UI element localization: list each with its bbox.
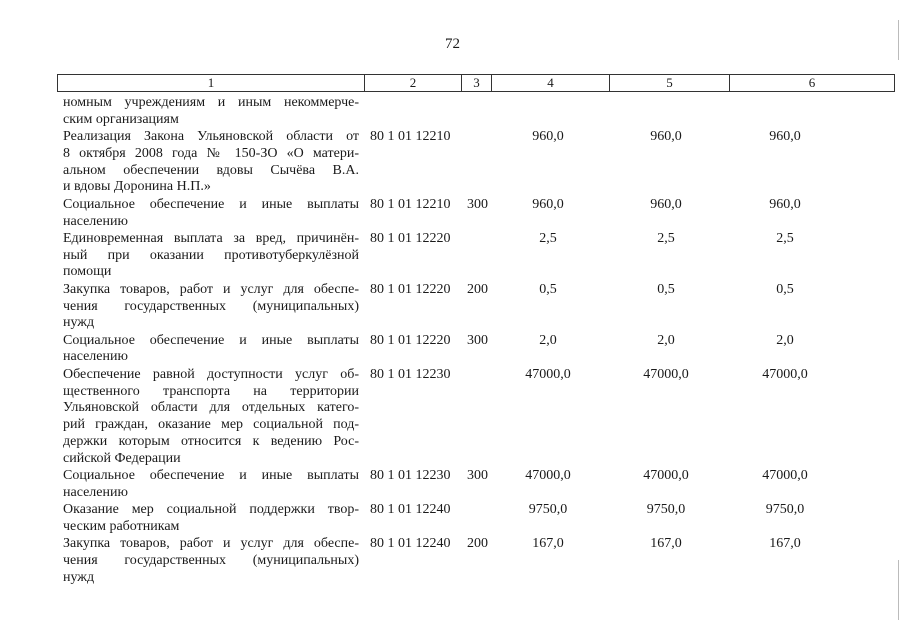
table-row (63, 536, 898, 586)
row-value-col4: 960,0 (532, 196, 564, 212)
table-row (63, 468, 898, 502)
row-value-col5: 2,0 (657, 332, 675, 348)
row-name-line: Обеспечение равной доступности услуг об- (63, 366, 359, 382)
row-name-line: 8 октября 2008 года № 150-ЗО «О матери- (63, 145, 359, 161)
row-code: 80 1 01 12210 (370, 196, 451, 212)
row-name-line: чения государственных (муниципальных) (63, 553, 359, 569)
row-code: 80 1 01 12240 (370, 502, 451, 518)
row-value-col4: 2,5 (539, 230, 557, 246)
row-name-line: Единовременная выплата за вред, причинён- (63, 230, 359, 246)
row-name-line: сийской Федерации (63, 450, 181, 466)
table-row (63, 282, 898, 332)
scan-edge-mark (898, 20, 899, 60)
row-name (63, 367, 359, 468)
row-name-line: населению (63, 213, 128, 229)
page-number: 72 (445, 36, 460, 52)
row-value-col5: 167,0 (650, 536, 682, 552)
row-value-col4: 167,0 (532, 536, 564, 552)
row-value-col6: 9750,0 (765, 502, 805, 518)
header-col-6: 6 (808, 75, 816, 90)
row-name-line: Социальное обеспечение и иные выплаты (63, 468, 359, 484)
row-name-line: держки которым относится к ведению Рос- (63, 433, 359, 449)
row-name (63, 282, 359, 332)
scan-edge-mark (898, 560, 899, 620)
row-vr: 300 (467, 468, 488, 484)
row-value-col6: 2,5 (776, 230, 794, 246)
row-value-col6: 960,0 (769, 196, 801, 212)
row-value-col4: 47000,0 (525, 468, 571, 484)
row-name-line: альном обеспечении вдовы Сычёва В.А. (63, 162, 359, 178)
row-name-line: ный при оказании противотуберкулёзной (63, 247, 359, 263)
row-code: 80 1 01 12240 (370, 536, 451, 552)
row-name-line: помощи (63, 264, 112, 280)
row-value-col5: 960,0 (650, 129, 682, 145)
row-value-col6: 167,0 (769, 536, 801, 552)
row-vr: 200 (467, 536, 488, 552)
row-name-line: номным учреждениям и иным некоммерче- (63, 95, 359, 110)
row-value-col5: 0,5 (657, 281, 675, 297)
row-name-line: нужд (63, 569, 95, 585)
row-value-col6: 47000,0 (762, 468, 808, 484)
row-name-line: щественного транспорта на территории (63, 383, 359, 399)
row-name-line: Реализация Закона Ульяновской области от (63, 129, 359, 145)
row-name-line: ским организациям (63, 111, 179, 127)
row-name (63, 333, 359, 367)
row-value-col4: 0,5 (539, 281, 557, 297)
row-vr: 300 (467, 332, 488, 348)
row-name (63, 95, 359, 129)
header-col-1: 1 (58, 75, 365, 91)
header-col-4: 4 (492, 75, 610, 91)
row-code: 80 1 01 12220 (370, 230, 451, 246)
row-name-line: и вдовы Доронина Н.П.» (63, 179, 211, 195)
row-name-line: Закупка товаров, работ и услуг для обеспе- (63, 281, 359, 297)
row-name-line: рий граждан, оказание мер социальной под- (63, 417, 359, 433)
header-col-5: 5 (610, 75, 730, 91)
row-name-line: Социальное обеспечение и иные выплаты (63, 196, 359, 212)
header-col-2: 2 (365, 75, 462, 91)
row-value-col5: 9750,0 (646, 502, 686, 518)
row-value-col4: 9750,0 (528, 502, 568, 518)
row-name-line: ческим работникам (63, 518, 180, 534)
row-name-line: Ульяновской области для отдельных катего- (63, 400, 359, 416)
row-value-col6: 47000,0 (762, 366, 808, 382)
row-value-col6: 2,0 (776, 332, 794, 348)
table-row (63, 333, 898, 367)
row-code: 80 1 01 12220 (370, 281, 451, 297)
row-name (63, 502, 359, 536)
table-header (57, 74, 895, 92)
table-row (63, 129, 898, 196)
row-name-line: Социальное обеспечение и иные выплаты (63, 332, 359, 348)
row-name-line: населению (63, 349, 128, 365)
row-value-col5: 47000,0 (643, 468, 689, 484)
row-code: 80 1 01 12220 (370, 332, 451, 348)
row-code: 80 1 01 12230 (370, 366, 451, 382)
row-name (63, 231, 359, 281)
table-row (63, 367, 898, 468)
row-name-line: Оказание мер социальной поддержки твор- (63, 502, 359, 518)
table-row (63, 95, 898, 129)
row-value-col6: 960,0 (769, 129, 801, 145)
row-name (63, 536, 359, 586)
table-row (63, 502, 898, 536)
row-name-line: чения государственных (муниципальных) (63, 298, 359, 314)
row-name (63, 129, 359, 196)
table-body (63, 95, 898, 587)
row-value-col4: 960,0 (532, 129, 564, 145)
row-code: 80 1 01 12210 (370, 129, 451, 145)
table-row (63, 197, 898, 231)
row-value-col6: 0,5 (776, 281, 794, 297)
row-name-line: населению (63, 484, 128, 500)
row-name (63, 468, 359, 502)
row-name (63, 197, 359, 231)
header-col-3: 3 (462, 75, 492, 91)
table-row (63, 231, 898, 281)
row-code: 80 1 01 12230 (370, 468, 451, 484)
row-value-col5: 47000,0 (643, 366, 689, 382)
row-value-col5: 2,5 (657, 230, 675, 246)
row-name-line: нужд (63, 315, 95, 331)
row-vr: 200 (467, 281, 488, 297)
row-value-col4: 2,0 (539, 332, 557, 348)
row-value-col4: 47000,0 (525, 366, 571, 382)
row-value-col5: 960,0 (650, 196, 682, 212)
row-vr: 300 (467, 196, 488, 212)
row-name-line: Закупка товаров, работ и услуг для обеспе- (63, 536, 359, 552)
